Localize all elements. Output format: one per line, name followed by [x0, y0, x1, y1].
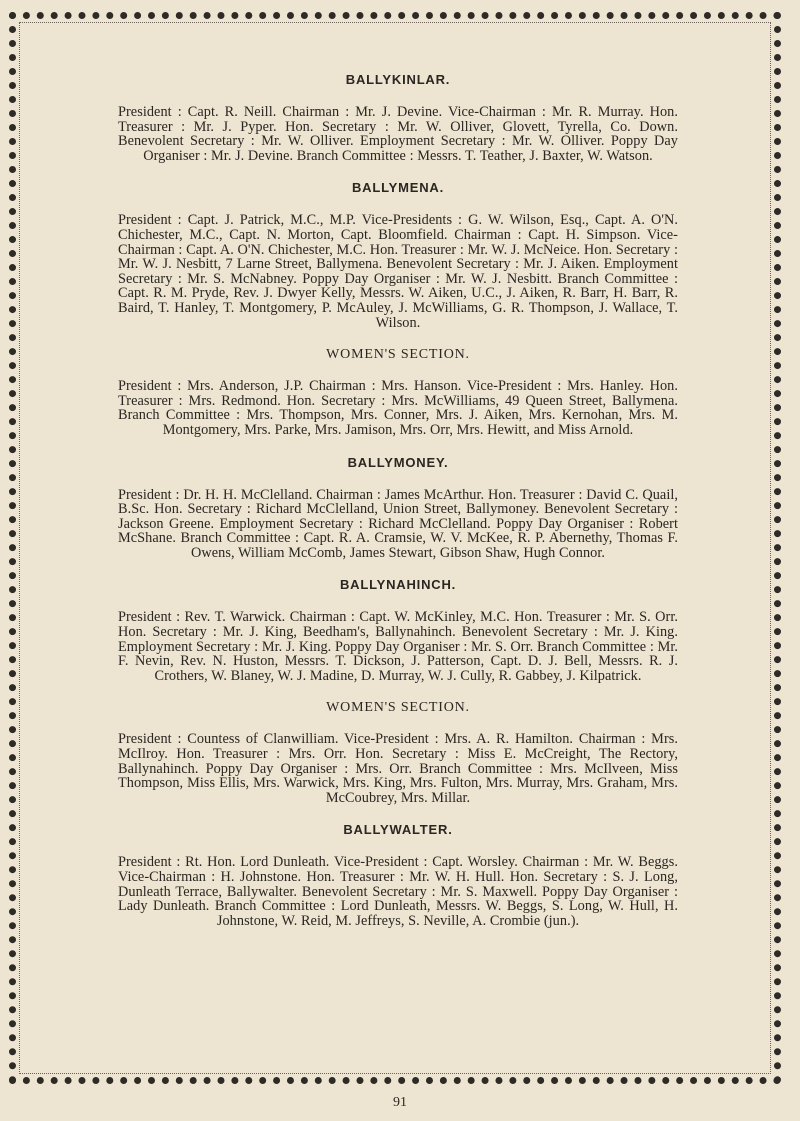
section-ballymena-womens: [118, 347, 678, 437]
section-text: President : Dr. H. H. McClelland. Chairman : James McArthur. Hon. Treasurer : David C. Quail, B.Sc. Hon. Secretary : Richard McClelland, Union Street, Ballymoney. Benevolent Secretary : Jackson Greene. Employment Secretary : Richard McClelland. Poppy Day Organiser : Robert McShane. Branch Committee : Capt. R. A. Cramsie, W. V. McKee, R. P. Abernethy, Thomas F. Owens, William McComb, James Stewart, Gibson Shaw, Hugh Connor.: [118, 486, 678, 561]
section-subheading: WOMEN'S SECTION.: [326, 347, 470, 363]
section-text: President : Capt. R. Neill. Chairman : Mr. J. Devine. Vice-Chairman : Mr. R. Murray. Hon. Treasurer : Mr. J. Pyper. Hon. Secretary : Mr. W. Olliver, Glovett, Tyrella, Co. Down. Benevolent Secretary : Mr. W. Olliver. Employment Secretary : Mr. W. Olliver. Poppy Day Organiser : Mr. J. Devine. Branch Committee : Messrs. T. Teather, J. Baxter, W. Watson.: [118, 104, 678, 164]
section-heading: BALLYMONEY.: [347, 454, 449, 470]
section-ballynahinch: [118, 577, 678, 683]
section-ballynahinch-womens: [118, 700, 678, 805]
section-heading: BALLYNAHINCH.: [339, 577, 457, 593]
section-ballywalter: [118, 822, 678, 928]
section-subheading: WOMEN'S SECTION.: [326, 700, 470, 716]
section-text: President : Rev. T. Warwick. Chairman : Capt. W. McKinley, M.C. Hon. Treasurer : Mr. S. Orr. Hon. Secretary : Mr. J. King, Beedham's, Ballynahinch. Benevolent Secretary : Mr. J. King. Employment Secretary : Mr. J. King. Poppy Day Organiser : Mr. S. Orr. Branch Committee : Mr. F. Nevin, Rev. N. Huston, Messrs. T. Dickson, J. Patterson, Capt. D. J. Bell, Messrs. R. J. Crothers, W. Blaney, W. J. Madine, D. Murray, W. J. Cully, R. Gabbey, J. Kilpatrick.: [118, 609, 678, 684]
section-text: President : Rt. Hon. Lord Dunleath. Vice-President : Capt. Worsley. Chairman : Mr. W. Beggs. Vice-Chairman : H. Johnstone. Hon. Treasurer : Mr. W. H. Hull. Hon. Secretary : S. J. Long, Dunleath Terrace, Ballywalter. Benevolent Secretary : Mr. S. Maxwell. Poppy Day Organiser : Lady Dunleath. Branch Committee : Lord Dunleath, Messrs. W. Beggs, S. Long, W. Hull, H. Johnstone, W. Reid, M. Jeffreys, S. Neville, A. Crombie (jun.).: [118, 854, 678, 929]
page-content: [118, 72, 678, 945]
page-number: 91: [393, 1095, 407, 1110]
section-ballykinlar: [118, 72, 678, 163]
section-ballymena: [118, 180, 678, 330]
section-heading: BALLYMENA.: [351, 180, 445, 196]
section-ballymoney: [118, 455, 678, 561]
section-heading: BALLYWALTER.: [343, 822, 453, 838]
section-text: President : Mrs. Anderson, J.P. Chairman : Mrs. Hanson. Vice-President : Mrs. Hanley. Hon. Treasurer : Mrs. Redmond. Hon. Secretary : Mrs. McWilliams, 49 Queen Street, Ballymena. Branch Committee : Mrs. Thompson, Mrs. Conner, Mrs. J. Aiken, Mrs. Kernohan, Mrs. M. Montgomery, Mrs. Parke, Mrs. Jamison, Mrs. Orr, Mrs. Hewitt, and Miss Arnold.: [118, 378, 678, 438]
section-text: President : Countess of Clanwilliam. Vice-President : Mrs. A. R. Hamilton. Chairman : Mrs. McIlroy. Hon. Treasurer : Mrs. Orr. Hon. Secretary : Miss E. McCreight, The Rectory, Ballynahinch. Poppy Day Organiser : Mrs. Orr. Branch Committee : Mrs. McIlveen, Miss Thompson, Miss Ellis, Mrs. Warwick, Mrs. King, Mrs. Fulton, Mrs. Murray, Mrs. Graham, Mrs. McCoubrey, Mrs. Millar.: [118, 731, 678, 806]
section-text: President : Capt. J. Patrick, M.C., M.P. Vice-Presidents : G. W. Wilson, Esq., Capt. A. O'N. Chichester, M.C., Capt. N. Morton, Capt. Bloomfield. Chairman : Capt. H. Simpson. Vice-Chairman : Capt. A. O'N. Chichester, M.C. Hon. Treasurer : Mr. W. J. McNeice. Hon. Secretary : Mr. W. J. Nesbitt, 7 Larne Street, Ballymena. Benevolent Secretary : Mr. J. Aiken. Employment Secretary : Mr. S. McNabney. Poppy Day Organiser : Mr. W. J. Nesbitt. Branch Committee : Capt. R. M. Pryde, Rev. J. Dwyer Kelly, Messrs. W. Aiken, U.C., J. Aiken, R. Barr, H. Barr, R. Baird, T. Hanley, T. Montgomery, P. McAuley, J. McWilliams, G. R. Thompson, J. Wallace, T. Wilson.: [118, 212, 678, 331]
section-heading: BALLYKINLAR.: [345, 72, 451, 87]
